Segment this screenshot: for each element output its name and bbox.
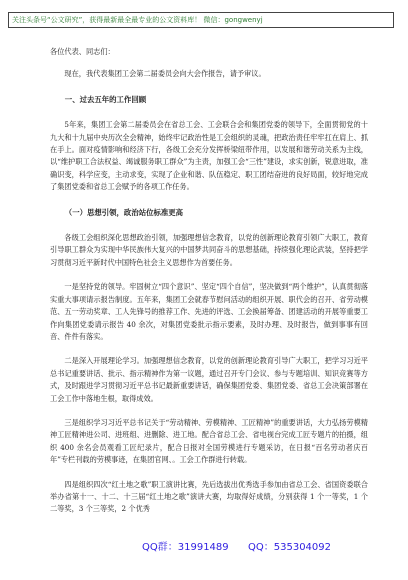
intro-paragraph: 现在，我代表集团工会第二届委员会向大会作报告，请予审议。 — [64, 69, 266, 79]
paragraph-point-one: 一是坚持党的领导。牢固树立“四个意识”、坚定“四个自信”，坚决做到“两个维护”，认真贯彻落实重大事项请示报告制度。五年来，集团工会就春节慰问活动的组织开展、职代会的召开、省劳动模范、五一劳动奖章、工人先锋号的推荐工作、先进的评选、工会换届筹备、团建活动的开展等重要工作向集团党委请示报告 40 余次，对集团党委批示指示要素，及时办理、及时报告，做到事事有回音、件件有落实。 — [50, 282, 368, 341]
promo-banner-text: 关注头条号“公文研究”，获得最新最全最专业的公文资料库！ 微信：gongwenyj — [12, 16, 263, 24]
paragraph-ideology: 各级工会组织深化思想政治引领，加强理想信念教育，以党的创新理论教育引领广大职工，教育引导职工群众为实现中华民族伟大复兴的中国梦共同奋斗的思想基础，持续强化理论武装，坚持把学习贯彻习近平新时代中国特色社会主义思想作为首要任务。 — [50, 233, 368, 267]
section-heading: 一、过去五年的工作回顾 — [64, 94, 147, 104]
paragraph-point-four: 四是组织四次“红土地之歌”职工演讲比赛，先后选拔出优秀选手参加由省总工会、省国资委联合举办省第十一、十二、十三届“红土地之歌”演讲大赛，均取得好成绩，分别获得 1 个一等奖，1 个二等奖，3 个三等奖，2 个优秀 — [50, 479, 368, 514]
subsection-heading: （一）思想引领，政治站位标准更高 — [64, 207, 184, 217]
salutation: 各位代表、同志们： — [50, 47, 115, 56]
promo-banner — [8, 12, 394, 28]
document-body — [50, 34, 368, 516]
paragraph-point-two: 二是深入开展理论学习。加强理想信念教育，以党的创新理论教育引导广大职工，把学习习近平总书记重要讲话、批示、指示精神作为第一议题，通过召开专门会议、参与专题培训、知识竞赛等方式，及时跟进学习贯彻习近平总书记最新重要讲话，确保集团党委、集团党委、省总工会决策部署在工会工作中落地生根，取得成效。 — [50, 356, 368, 403]
paragraph-review: 5年来，集团工会第二届委员会在省总工会、工会联合会和集团党委的领导下，全面贯彻党的十九大和十九届中央历次全会精神，始终牢记政治性是工会组织的灵魂，把政治责任牢牢扛在肩上、抓在手上。面对疫情影响和经济下行，各级工会充分发挥桥梁纽带作用，以发展和谐劳动关系为主线，以“维护职工合法权益、竭诚服务职工群众”为主责，加强工会“三性”建设，求实创新，锐意进取，准确识变，科学应变，主动求变，实现了企业和谐、队伍稳定、职工团结奋进的良好局面，较好地完成了集团党委和省总工会赋予的各项工作任务。 — [50, 120, 368, 192]
contact-footer — [0, 536, 408, 552]
paragraph-point-three: 三是组织学习习近平总书记关于“劳动精神、劳模精神、工匠精神”的重要讲话，大力弘扬劳模精神工匠精神进公司、进班组、进删除、进工地。配合省总工会、省电视台完成工匠专题片的拍摄，组织 400 余名会员观看工匠纪录片，配合日报对全国劳模进行专题采访，在日报“百名劳动者庆百年”专栏刊载的劳模事迹，在集团官网、。工会工作群进行转载。 — [50, 417, 368, 465]
qq-group-number: QQ群：31991489 — [142, 542, 229, 553]
qq-number: QQ：535304092 — [248, 542, 332, 553]
